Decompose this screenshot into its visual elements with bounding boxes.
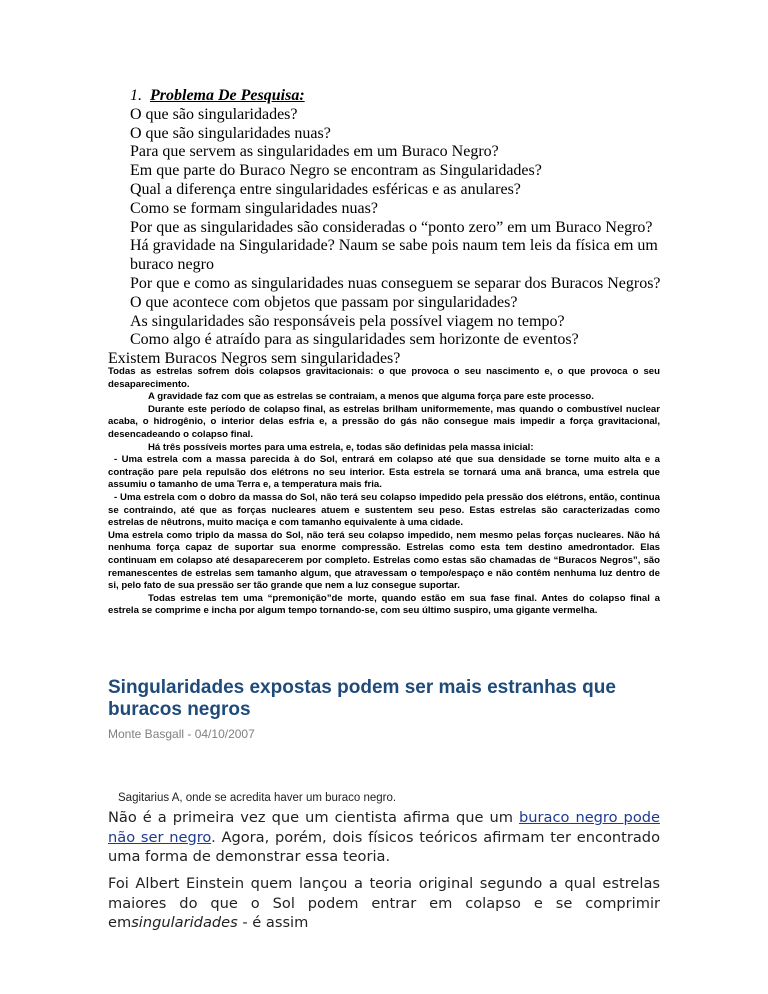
question-item: Qual a diferença entre singularidades esféricas e as anulares? [130,180,521,198]
para-text: - é assim [237,914,309,931]
para-italic-text: singularidades [131,914,238,931]
body-paragraph: A gravidade faz com que as estrelas se contraiam, a menos que alguma força pare este processo. [148,391,594,403]
question-item: O que acontece com objetos que passam por singularidades? [130,293,518,311]
body-paragraph: - Uma estrela com a massa parecida à do Sol, entrará em colapso até que sua densidade se torne muito alta e a contração pare pela repulsão dos elétrons no seu interior. Esta estrela se tornará uma anã branca, uma estrela que assumiu o tamanho de uma Terra e, a temperatura mais fria. [108,454,660,491]
image-caption: Sagitarius A, onde se acredita haver um buraco negro. [118,792,397,804]
star-collapse-text [108,366,660,618]
research-questions [108,87,728,369]
black-hole-link[interactable]: buraco negro pode não ser negro [108,809,660,846]
article-title: Singularidades expostas podem ser mais estranhas que buracos negros [108,677,616,720]
question-item: Como se formam singularidades nuas? [130,199,378,217]
para-text: . Agora, porém, dois físicos teóricos afirmam ter encontrado uma forma de demonstrar essa teoria. [108,828,661,865]
para-text: Foi Albert Einstein quem lançou a teoria original segundo a qual estrelas maiores do que o Sol podem entrar em colapso e se comprimir em [108,875,660,931]
body-paragraph: Todas estrelas tem uma “premonição”de morte, quando estão em sua fase final. Antes do colapso final a estrela se comprime e incha por algum tempo tornando-se, com seu último suspiro, uma gigante vermelha. [108,592,660,617]
body-paragraph: Uma estrela como triplo da massa do Sol, não terá seu colapso impedido, nem mesmo pelas forças nucleares. Não há nenhuma força capaz de suportar sua enorme compressão. Estrelas como esta tem destino amedrontador. Elas continuam em colapso até desaparecerem por completo. Estrelas como estas são chamadas de “Buracos Negros”, são remanescentes de estrelas sem tamanho algum, que atravessam o tempo/espaço e não contêm nenhuma luz dentro de si, pelo fato de sua pressão ser tão grande que nem a luz consegue suportar. [108,529,660,592]
body-paragraph: Todas as estrelas sofrem dois colapsos gravitacionais: o que provoca o seu nascimento e, o que provoca o seu desaparecimento. [108,366,660,390]
question-item: Há gravidade na Singularidade? Naum se sabe pois naum tem leis da física em um [130,237,658,255]
question-item: Por que e como as singularidades nuas conseguem se separar dos Buracos Negros? [130,274,661,292]
para-text: Não é a primeira vez que um cientista afirma que um [108,809,520,826]
article-paragraph [108,808,660,867]
research-problem-heading [108,87,728,106]
body-paragraph: Durante este período de colapso final, as estrelas brilham uniformemente, mas quando o combustível nuclear acaba, o hidrogênio, o interior delas esfria e, a pressão do gás não consegue mais impedir a força gravitacional, desencadeando o colapso final. [108,403,660,440]
question-item: Por que as singularidades são consideradas o “ponto zero” em um Buraco Negro? [130,218,653,236]
heading-number: 1. [130,87,142,104]
question-item: Para que servem as singularidades em um Buraco Negro? [130,143,499,161]
body-paragraph: Há três possíveis mortes para uma estrela, e, todas são definidas pela massa inicial: [148,441,534,453]
article-paragraph [108,874,660,933]
question-item: Em que parte do Buraco Negro se encontram as Singularidades? [130,162,542,180]
question-item: O que são singularidades? [130,105,298,123]
question-item-last: Existem Buracos Negros sem singularidades? [108,350,401,368]
article-byline: Monte Basgall - 04/10/2007 [108,727,255,741]
question-item: As singularidades são responsáveis pela possível viagem no tempo? [130,312,565,330]
body-paragraph: - Uma estrela com o dobro da massa do Sol, não terá seu colapso impedido pela pressão dos elétrons, então, continua se contraindo, até que as forças nucleares atuem e sustentem seu peso. Estas estrelas são caracterizadas como estrelas de nêutrons, muito maciça e com tamanho equivalente à uma cidade. [108,491,660,529]
article-header [108,677,660,741]
question-item: Como algo é atraído para as singularidades sem horizonte de eventos? [130,331,579,349]
question-item: O que são singularidades nuas? [130,124,331,142]
question-item: buraco negro [130,256,214,274]
heading-title: Problema De Pesquisa: [150,87,305,104]
